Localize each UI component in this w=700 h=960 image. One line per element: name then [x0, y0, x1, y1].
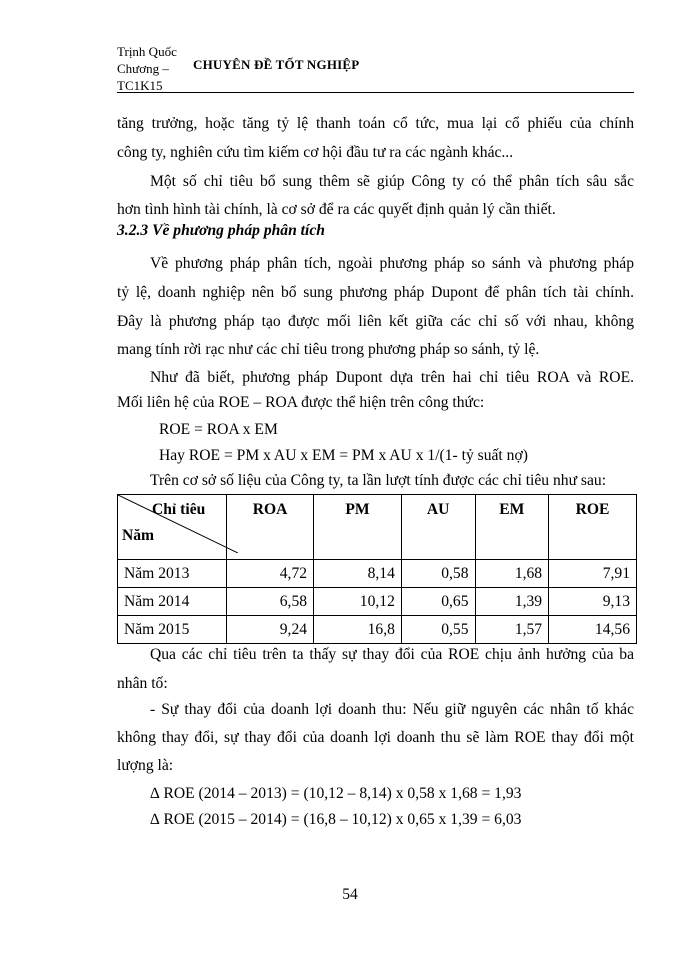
- year-cell: Năm 2013: [118, 560, 227, 588]
- table-corner-cell: [118, 495, 227, 560]
- paragraph-line: Như đã biết, phương pháp Dupont dựa trên hai chỉ tiêu ROA và ROE.: [150, 369, 634, 386]
- formula-line: ROE = ROA x EM: [159, 421, 278, 438]
- paragraph-line: Đây là phương pháp tạo được mối liên kết giữa các chỉ số với nhau, không: [117, 313, 634, 330]
- table-header-row: [118, 495, 637, 560]
- value-cell: 16,8: [314, 616, 402, 644]
- table-row: [118, 560, 637, 588]
- column-header: AU: [401, 495, 475, 560]
- page-header: [117, 43, 637, 113]
- paragraph-line: Một số chỉ tiêu bổ sung thêm sẽ giúp Công ty có thể phân tích sâu sắc: [150, 173, 634, 190]
- column-header: PM: [314, 495, 402, 560]
- paragraph-line: mang tính rời rạc như các chỉ tiêu trong phương pháp so sánh, tỷ lệ.: [117, 341, 540, 358]
- value-cell: 0,65: [401, 588, 475, 616]
- value-cell: 9,13: [549, 588, 637, 616]
- value-cell: 7,91: [549, 560, 637, 588]
- paragraph-line: công ty, nghiên cứu tìm kiếm cơ hội đầu tư ra các ngành khác...: [117, 144, 514, 161]
- value-cell: 14,56: [549, 616, 637, 644]
- paragraph-line: - Sự thay đổi của doanh lợi doanh thu: Nếu giữ nguyên các nhân tố khác: [150, 701, 634, 718]
- value-cell: 8,14: [314, 560, 402, 588]
- paragraph-line: hơn tình hình tài chính, là cơ sở để ra các quyết định quản lý cần thiết.: [117, 201, 556, 218]
- paragraph-line: tăng trưởng, hoặc tăng tỷ lệ thanh toán cổ tức, mua lại cổ phiếu của chính: [117, 115, 634, 132]
- document-title: CHUYÊN ĐỀ TỐT NGHIỆP: [193, 57, 360, 72]
- value-cell: 0,58: [401, 560, 475, 588]
- page-number: 54: [342, 886, 358, 903]
- value-cell: 1,39: [475, 588, 549, 616]
- column-header: ROE: [549, 495, 637, 560]
- formula-line: Hay ROE = PM x AU x EM = PM x AU x 1/(1- tỷ suất nợ): [159, 447, 528, 464]
- dupont-table: [117, 494, 637, 644]
- calculation-line: ∆ ROE (2015 – 2014) = (16,8 – 10,12) x 0,65 x 1,39 = 6,03: [150, 811, 522, 828]
- value-cell: 1,57: [475, 616, 549, 644]
- value-cell: 0,55: [401, 616, 475, 644]
- paragraph-line: tỷ lệ, doanh nghiệp nên bổ sung phương pháp Dupont để phân tích tài chính.: [117, 284, 634, 301]
- column-header: ROA: [227, 495, 314, 560]
- column-header: EM: [475, 495, 549, 560]
- paragraph-line: nhân tố:: [117, 675, 168, 692]
- corner-label-indicator: Chỉ tiêu: [152, 501, 206, 518]
- header-divider: [117, 92, 634, 93]
- value-cell: 6,58: [227, 588, 314, 616]
- value-cell: 1,68: [475, 560, 549, 588]
- corner-label-year: Năm: [122, 527, 155, 544]
- paragraph-line: Về phương pháp phân tích, ngoài phương pháp so sánh và phương pháp: [150, 255, 634, 272]
- calculation-line: ∆ ROE (2014 – 2013) = (10,12 – 8,14) x 0,58 x 1,68 = 1,93: [150, 785, 522, 802]
- paragraph-line: Mối liên hệ của ROE – ROA được thể hiện trên công thức:: [117, 394, 485, 411]
- year-cell: Năm 2014: [118, 588, 227, 616]
- value-cell: 4,72: [227, 560, 314, 588]
- value-cell: 10,12: [314, 588, 402, 616]
- section-heading: 3.2.3 Về phương pháp phân tích: [117, 222, 325, 239]
- year-cell: Năm 2015: [118, 616, 227, 644]
- table-row: [118, 588, 637, 616]
- author-name: Trịnh Quốc Chương – TC1K15: [117, 44, 177, 93]
- table-row: [118, 616, 637, 644]
- paragraph-line: lượng là:: [117, 757, 174, 774]
- value-cell: 9,24: [227, 616, 314, 644]
- paragraph-line: Trên cơ sở số liệu của Công ty, ta lần lượt tính được các chỉ tiêu như sau:: [150, 472, 607, 489]
- paragraph-line: không thay đổi, sự thay đổi của doanh lợi doanh thu sẽ làm ROE thay đổi một: [117, 729, 634, 746]
- paragraph-line: Qua các chỉ tiêu trên ta thấy sự thay đổi của ROE chịu ảnh hưởng của ba: [150, 646, 634, 663]
